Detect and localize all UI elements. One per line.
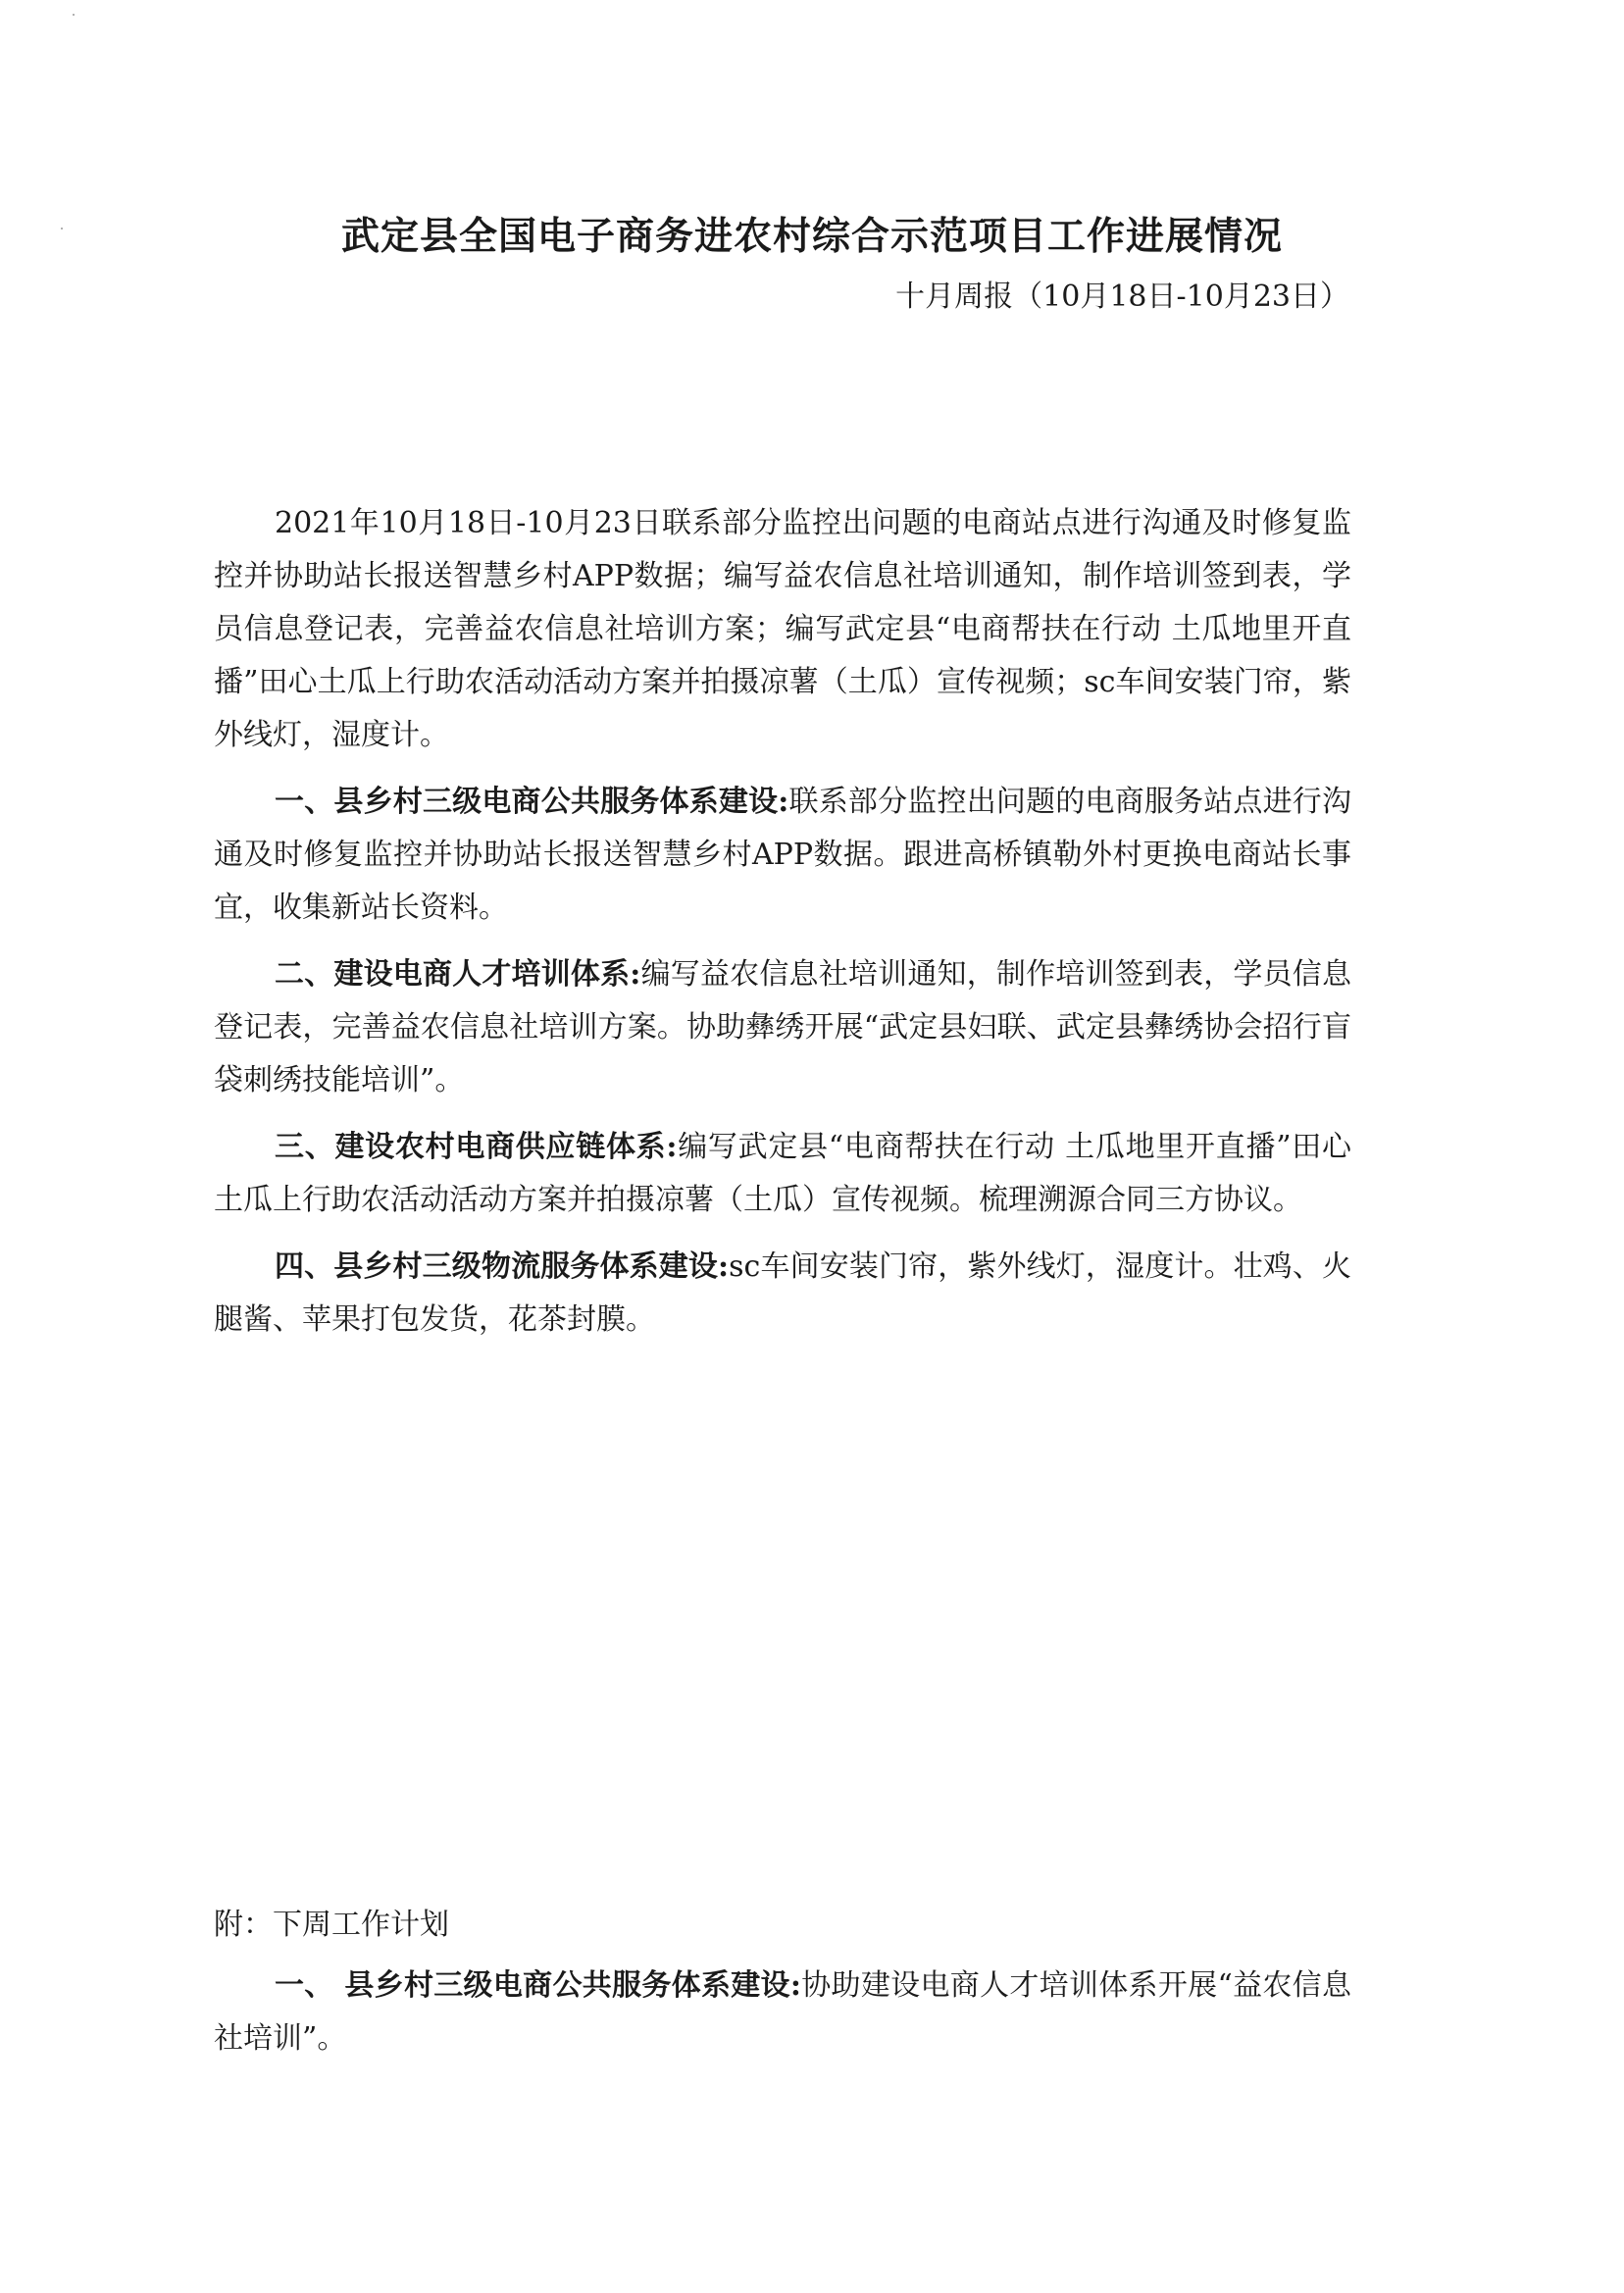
appendix-item-heading: 一、 县乡村三级电商公共服务体系建设:: [275, 1968, 801, 2003]
appendix-item: [214, 1960, 1351, 2065]
section-heading: 三、建设农村电商供应链体系:: [275, 1130, 678, 1164]
appendix-item-text: 协助建设电商人才培训体系开展“益农信息社培训”。: [214, 1968, 1351, 2056]
section-text: 编写武定县“电商帮扶在行动 土瓜地里开直播”田心土瓜上行助农活动活动方案并拍摄凉薯（土瓜）宣传视频。梳理溯源合同三方协议。: [214, 1130, 1351, 1217]
report-body: [214, 497, 1351, 1347]
section-text: 编写益农信息社培训通知，制作培训签到表，学员信息登记表，完善益农信息社培训方案。协助彝绣开展“武定县妇联、武定县彝绣协会招行盲袋刺绣技能培训”。: [214, 957, 1352, 1097]
appendix-title: 附：下周工作计划: [214, 1908, 449, 1942]
scan-speck: [73, 14, 75, 16]
section-heading: 四、县乡村三级物流服务体系建设:: [275, 1249, 730, 1284]
document-title: 武定县全国电子商务进农村综合示范项目工作进展情况: [340, 214, 1283, 259]
section-heading: 一、县乡村三级电商公共服务体系建设:: [275, 785, 789, 819]
section-heading: 二、建设电商人才培训体系:: [275, 957, 641, 992]
document-subtitle: 十月周报（10月18日-10月23日）: [895, 280, 1349, 314]
section-text: sc车间安装门帘，紫外线灯，湿度计。壮鸡、火腿酱、苹果打包发货，花茶封膜。: [214, 1249, 1352, 1337]
intro-paragraph: 2021年10月18日-10月23日联系部分监控出问题的电商站点进行沟通及时修复监控并协助站长报送智慧乡村APP数据；编写益农信息社培训通知，制作培训签到表，学员信息登记表，完善益农信息社培训方案；编写武定县“电商帮扶在行动 土瓜地里开直播”田心土瓜上行助农活动活动方案并拍摄凉薯（土瓜）宣传视频；sc车间安装门帘，紫外线灯，湿度计。: [214, 506, 1351, 752]
section-paragraph: [214, 1121, 1351, 1227]
appendix-body: [214, 1960, 1351, 2065]
section-paragraph: [214, 1241, 1351, 1347]
section-paragraph: [214, 948, 1351, 1107]
section-paragraph: [214, 776, 1351, 935]
section-text: 联系部分监控出问题的电商服务站点进行沟通及时修复监控并协助站长报送智慧乡村APP数据。跟进高桥镇勒外村更换电商站长事宜，收集新站长资料。: [214, 785, 1351, 925]
